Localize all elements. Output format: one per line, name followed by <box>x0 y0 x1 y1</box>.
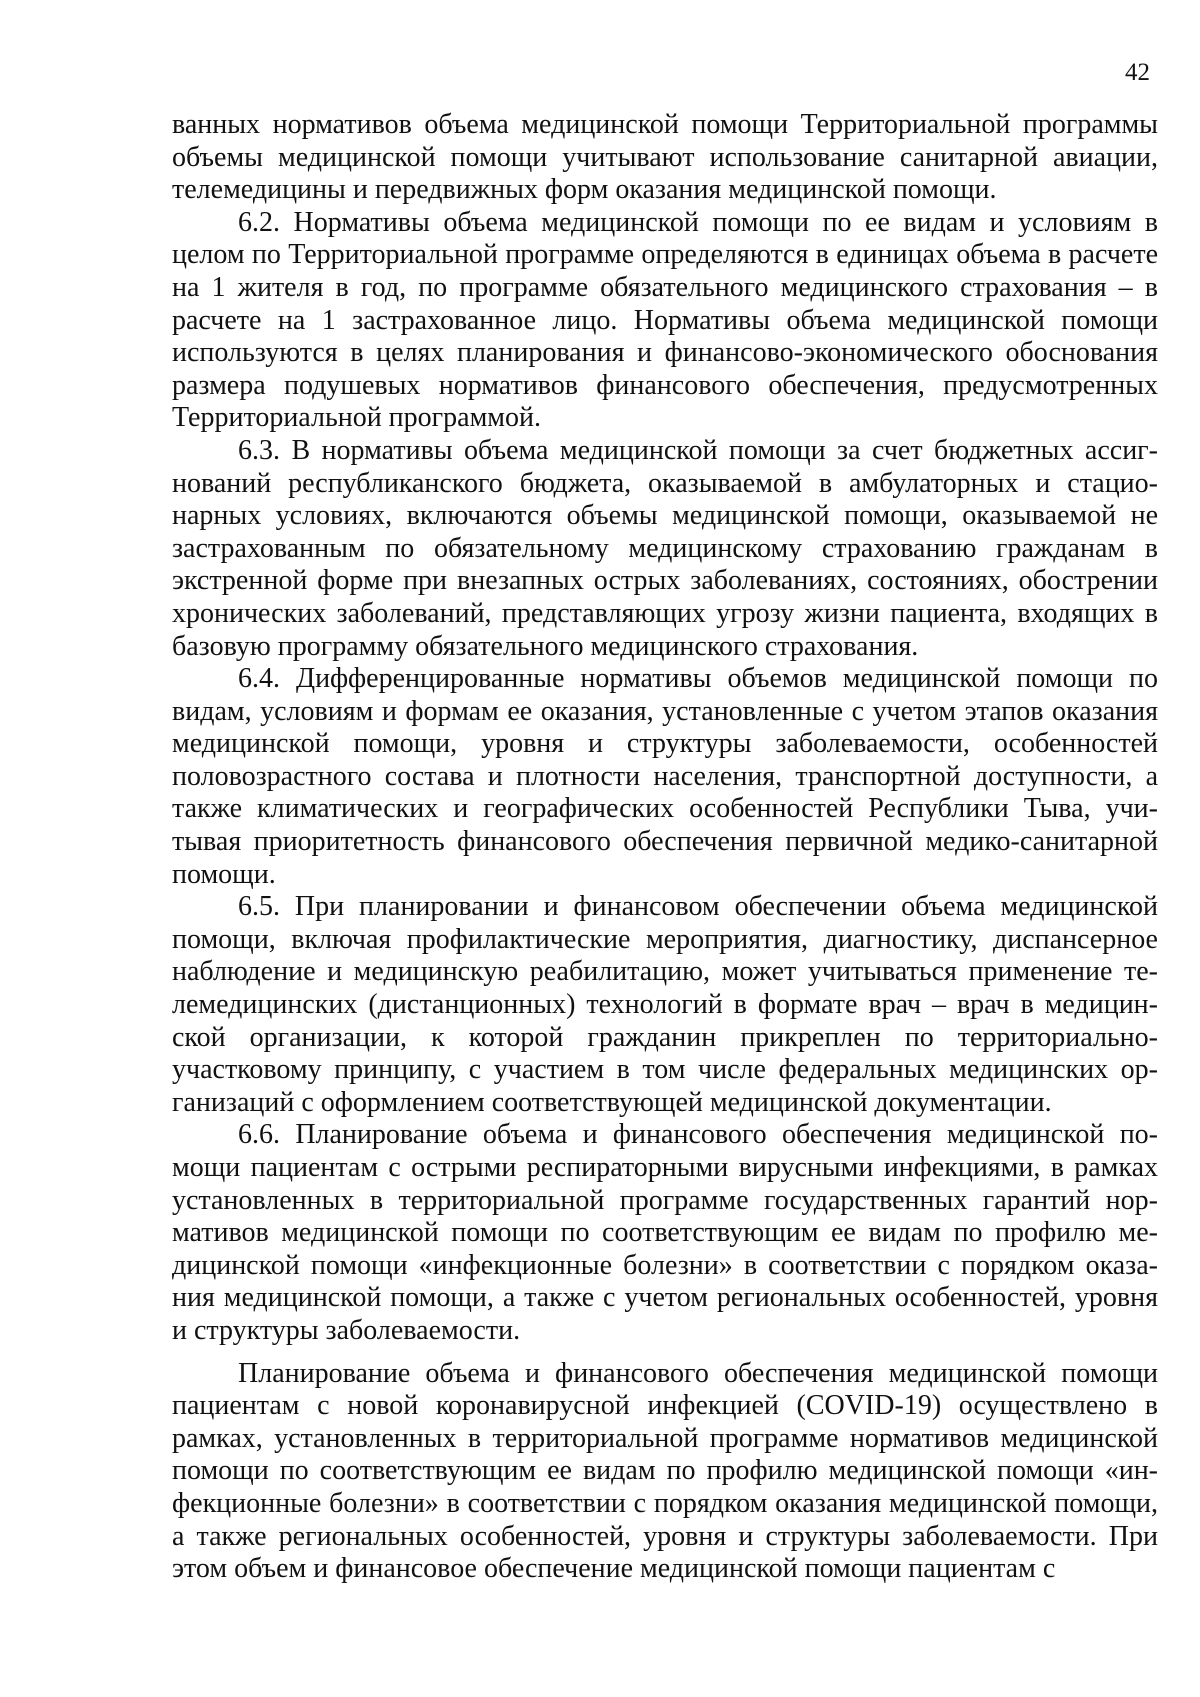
document-body <box>172 109 1158 1586</box>
page-number: 42 <box>1125 59 1150 86</box>
paragraph-6-2: 6.2. Нормативы объема медицинской помощи по ее видам и условиям в целом по Территориальной программе определяются в единицах объема в расчете на 1 жителя в год, по программе обязательного медицинского страхования – в расчете на 1 застрахованное лицо. Нормативы объема медицинской помощи используются в целях планирования и финансово-экономического обоснования размера подушевых нормативов финансового обеспечения, предусмотренных Территориальной программой. <box>172 206 1158 434</box>
paragraph-6-4: 6.4. Дифференцированные нормативы объемов медицинской помощи по видам, условиям и формам ее оказания, установленные с учетом этапов оказания медицинской помощи, уровня и структуры заболеваемости, особенностей половозрастного состава и плотности населения, транспортной доступности, а также климатических и географических особенностей Республики Тыва, учитывая приоритетность финансового обеспечения первичной медико-санитарной помощи. <box>172 663 1158 890</box>
paragraph-6-6: 6.6. Планирование объема и финансового обеспечения медицинской помощи пациентам с острыми респираторными вирусными инфекциями, в рамках установленных в территориальной программе государственных гарантий нормативов медицинской помощи по соответствующим ее видам по профилю медицинской помощи «инфекционные болезни» в соответствии с порядком оказания медицинской помощи, а также с учетом региональных особенностей, уровня и структуры заболеваемости. <box>172 1119 1158 1346</box>
paragraph-6-3: 6.3. В нормативы объема медицинской помощи за счет бюджетных ассигнований республиканского бюджета, оказываемой в амбулаторных и стационарных условиях, включаются объемы медицинской помощи, оказываемой не застрахованным по обязательному медицинскому страхованию гражданам в экстренной форме при внезапных острых заболеваниях, состояниях, обострении хронических заболеваний, представляющих угрозу жизни пациента, входящих в базовую программу обязательного медицинского страхования. <box>172 434 1158 662</box>
paragraph-covid: Планирование объема и финансового обеспечения медицинской помощи пациентам с новой коронавирусной инфекцией (COVID-19) осуществлено в рамках, установленных в территориальной программе нормативов медицинской помощи по соответствующим ее видам по профилю медицинской помощи «инфекционные болезни» в соответствии с порядком оказания медицинской помощи, а также региональных особенностей, уровня и структуры заболеваемости. При этом объем и финансовое обеспечение медицинской помощи пациентам с <box>172 1357 1158 1585</box>
paragraph-continuation: ванных нормативов объема медицинской помощи Территориальной программы объемы медицинской помощи учитывают использование санитарной авиации, телемедицины и передвижных форм оказания медицинской помощи. <box>172 109 1158 206</box>
paragraph-6-5: 6.5. При планировании и финансовом обеспечении объема медицинской помощи, включая профилактические мероприятия, диагностику, диспансерное наблюдение и медицинскую реабилитацию, может учитываться применение телемедицинских (дистанционных) технологий в формате врач – врач в медицинской организации, к которой гражданин прикреплен по территориально-участковому принципу, с участием в том числе федеральных медицинских организаций с оформлением соответствующей медицинской документации. <box>172 891 1158 1118</box>
